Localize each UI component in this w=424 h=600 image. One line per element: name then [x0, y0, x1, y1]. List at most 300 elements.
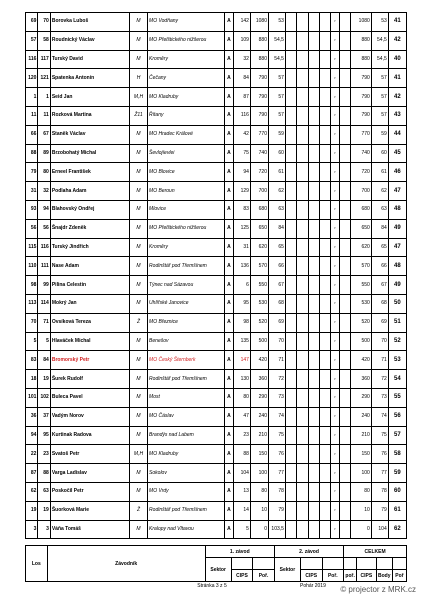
row-sector: A [224, 182, 233, 201]
row-round1-place: 53 [268, 13, 285, 32]
row-name: Roudnický Václav [50, 31, 129, 50]
results-table [25, 12, 407, 539]
row-total-cips: 420 [351, 351, 371, 370]
row-total-cips: 790 [351, 69, 371, 88]
result-row [26, 88, 407, 107]
header-blank-2 [253, 558, 275, 570]
row-round2-points [308, 276, 319, 295]
row-total-pos [340, 426, 351, 445]
row-round2-points [308, 407, 319, 426]
row-total-cips: 500 [351, 332, 371, 351]
row-round2-sector [285, 69, 296, 88]
row-category: M [129, 219, 147, 238]
row-sector: A [224, 426, 233, 445]
row-round1-points: 10 [250, 501, 268, 520]
row-round2-points [308, 219, 319, 238]
row-sector: A [224, 69, 233, 88]
row-lot-right: 116 [38, 238, 50, 257]
row-mark: r [331, 125, 340, 144]
row-total-points: 71 [371, 351, 388, 370]
row-name: Turský David [50, 50, 129, 69]
row-sector: A [224, 501, 233, 520]
row-round2-place [319, 276, 330, 295]
row-category: M [129, 332, 147, 351]
row-club: Sokolov [148, 464, 225, 483]
row-round2-sector [285, 50, 296, 69]
row-category: M [129, 294, 147, 313]
row-total-pos [340, 388, 351, 407]
row-sector: A [224, 388, 233, 407]
row-lot-left: 19 [26, 501, 38, 520]
row-round2-sector [285, 200, 296, 219]
row-round1-cips: 95 [233, 294, 250, 313]
row-round1-points: 530 [250, 294, 268, 313]
header-cips-1: CIPS [231, 570, 253, 582]
row-round2-points [308, 445, 319, 464]
row-round1-place: 54,5 [268, 50, 285, 69]
row-mark: r [331, 332, 340, 351]
row-category: M [129, 482, 147, 501]
row-round1-cips: 5 [233, 520, 250, 539]
row-mark: r [331, 482, 340, 501]
row-lot-left: 57 [26, 31, 38, 50]
row-name: Šurek Rudolf [50, 370, 129, 389]
row-round2-cips [297, 106, 308, 125]
row-name: Staněk Václav [50, 125, 129, 144]
row-round1-place: 65 [268, 238, 285, 257]
row-round2-sector [285, 182, 296, 201]
row-total-points: 68 [371, 294, 388, 313]
row-round2-place [319, 426, 330, 445]
row-club: Kroměry [148, 238, 225, 257]
row-round2-cips [297, 388, 308, 407]
row-mark: r [331, 501, 340, 520]
row-round2-cips [297, 31, 308, 50]
row-category: M [129, 200, 147, 219]
column-header-table [25, 545, 407, 582]
row-mark: r [331, 370, 340, 389]
row-final-place: 40 [388, 50, 406, 69]
result-row [26, 50, 407, 69]
row-total-points: 70 [371, 332, 388, 351]
row-name: Buleca Pavel [50, 388, 129, 407]
row-round1-cips: 80 [233, 388, 250, 407]
row-round2-place [319, 445, 330, 464]
row-lot-left: 69 [26, 13, 38, 32]
row-lot-right: 114 [38, 294, 50, 313]
result-row [26, 445, 407, 464]
row-round2-cips [297, 257, 308, 276]
row-mark: r [331, 182, 340, 201]
result-row [26, 31, 407, 50]
row-total-points: 57 [371, 106, 388, 125]
row-lot-left: 113 [26, 294, 38, 313]
row-name: Erneel František [50, 163, 129, 182]
row-name: Seid Jan [50, 88, 129, 107]
row-mark: r [331, 388, 340, 407]
row-round1-place: 57 [268, 88, 285, 107]
row-mark: r [331, 407, 340, 426]
row-total-cips: 740 [351, 144, 371, 163]
row-total-points: 60 [371, 144, 388, 163]
row-total-cips: 530 [351, 294, 371, 313]
row-mark: r [331, 426, 340, 445]
row-lot-right: 63 [38, 482, 50, 501]
row-total-points: 63 [371, 200, 388, 219]
row-round1-cips: 23 [233, 426, 250, 445]
row-club: MO Kladruby [148, 445, 225, 464]
row-lot-left: 18 [26, 370, 38, 389]
row-sector: A [224, 276, 233, 295]
row-lot-right: 1 [38, 88, 50, 107]
row-round2-place [319, 182, 330, 201]
row-name: Šnajdr Zdeněk [50, 219, 129, 238]
row-round1-points: 700 [250, 182, 268, 201]
row-round1-place: 79 [268, 501, 285, 520]
row-category: M,H [129, 445, 147, 464]
row-lot-right: 5 [38, 332, 50, 351]
row-round1-points: 420 [250, 351, 268, 370]
row-lot-left: 115 [26, 238, 38, 257]
row-sector: A [224, 200, 233, 219]
row-club: Rodinštář pod Třemšínem [148, 501, 225, 520]
row-total-cips: 700 [351, 182, 371, 201]
row-mark: r [331, 13, 340, 32]
row-club: Uhlířské Janovice [148, 294, 225, 313]
row-club: Mlovice [148, 200, 225, 219]
row-total-cips: 100 [351, 464, 371, 483]
header-blank-7 [376, 558, 392, 570]
row-lot-left: 79 [26, 163, 38, 182]
row-final-place: 57 [388, 426, 406, 445]
row-round1-cips: 13 [233, 482, 250, 501]
row-name: Nase Adam [50, 257, 129, 276]
row-lot-right: 11 [38, 106, 50, 125]
header-zavodnik: Závodník [47, 546, 205, 582]
row-total-pos [340, 69, 351, 88]
row-round1-place: 78 [268, 482, 285, 501]
header-celkem: CELKEM [344, 546, 407, 558]
row-lot-left: 101 [26, 388, 38, 407]
row-round1-place: 74 [268, 407, 285, 426]
row-round2-points [308, 144, 319, 163]
row-mark: r [331, 313, 340, 332]
row-lot-right: 70 [38, 13, 50, 32]
row-lot-left: 94 [26, 426, 38, 445]
row-round2-cips [297, 219, 308, 238]
row-lot-left: 120 [26, 69, 38, 88]
row-total-points: 76 [371, 445, 388, 464]
row-total-pos [340, 163, 351, 182]
row-lot-left: 62 [26, 482, 38, 501]
row-lot-left: 11 [26, 106, 38, 125]
row-round2-place [319, 501, 330, 520]
row-club: MO Čáslav [148, 407, 225, 426]
row-round2-place [319, 200, 330, 219]
result-row [26, 257, 407, 276]
row-round1-points: 770 [250, 125, 268, 144]
row-round1-points: 520 [250, 313, 268, 332]
row-name: Svatoš Petr [50, 445, 129, 464]
row-round1-place: 63 [268, 200, 285, 219]
row-lot-left: 98 [26, 276, 38, 295]
row-total-cips: 240 [351, 407, 371, 426]
row-round1-points: 210 [250, 426, 268, 445]
row-round1-points: 680 [250, 200, 268, 219]
row-lot-right: 88 [38, 464, 50, 483]
row-category: M [129, 351, 147, 370]
result-row [26, 182, 407, 201]
row-sector: A [224, 106, 233, 125]
row-total-pos [340, 31, 351, 50]
row-round2-points [308, 257, 319, 276]
row-round2-sector [285, 13, 296, 32]
row-club: Rodinštář pod Třemšínem [148, 370, 225, 389]
row-name: Rozková Martina [50, 106, 129, 125]
page-number: Stránka 3 z 5 [197, 583, 227, 589]
row-round2-sector [285, 351, 296, 370]
row-category: M [129, 13, 147, 32]
row-round2-sector [285, 276, 296, 295]
row-lot-left: 70 [26, 313, 38, 332]
row-total-cips: 360 [351, 370, 371, 389]
result-row [26, 276, 407, 295]
row-sector: A [224, 50, 233, 69]
row-round2-points [308, 294, 319, 313]
row-total-points: 79 [371, 501, 388, 520]
header-sektor-1: Sektor [205, 558, 231, 582]
row-category: M [129, 464, 147, 483]
row-total-pos [340, 407, 351, 426]
header-por-2: Poř. [322, 570, 344, 582]
row-round2-sector [285, 520, 296, 539]
row-sector: A [224, 332, 233, 351]
row-total-pos [340, 332, 351, 351]
row-total-cips: 720 [351, 163, 371, 182]
row-round1-points: 550 [250, 276, 268, 295]
row-round1-points: 0 [250, 520, 268, 539]
row-round1-place: 71 [268, 351, 285, 370]
row-round2-place [319, 238, 330, 257]
row-total-pos [340, 445, 351, 464]
row-round2-cips [297, 69, 308, 88]
row-lot-right: 117 [38, 50, 50, 69]
row-category: M [129, 182, 147, 201]
row-final-place: 51 [388, 313, 406, 332]
row-round1-cips: 104 [233, 464, 250, 483]
row-final-place: 43 [388, 106, 406, 125]
row-final-place: 54 [388, 370, 406, 389]
row-round2-cips [297, 445, 308, 464]
row-round1-cips: 125 [233, 219, 250, 238]
row-round2-sector [285, 163, 296, 182]
row-round2-points [308, 351, 319, 370]
result-row [26, 313, 407, 332]
row-total-pos [340, 50, 351, 69]
row-round2-points [308, 13, 319, 32]
header-round2: 2. závod [274, 546, 343, 558]
row-round1-place: 76 [268, 445, 285, 464]
row-round1-place: 66 [268, 257, 285, 276]
row-lot-right: 37 [38, 407, 50, 426]
row-round1-cips: 32 [233, 50, 250, 69]
row-round2-points [308, 313, 319, 332]
row-total-points: 74 [371, 407, 388, 426]
row-category: M [129, 125, 147, 144]
row-name: Váňa Tomáš [50, 520, 129, 539]
row-total-cips: 520 [351, 313, 371, 332]
result-row [26, 144, 407, 163]
row-name: Ovsíková Tereza [50, 313, 129, 332]
row-total-pos [340, 182, 351, 201]
row-name: Blahovský Ondřej [50, 200, 129, 219]
row-sector: A [224, 238, 233, 257]
row-round2-place [319, 351, 330, 370]
row-category: M [129, 50, 147, 69]
row-final-place: 58 [388, 445, 406, 464]
row-round2-place [319, 125, 330, 144]
row-round2-sector [285, 445, 296, 464]
row-round1-points: 720 [250, 163, 268, 182]
row-round2-place [319, 407, 330, 426]
row-final-place: 42 [388, 88, 406, 107]
row-name: Vadým Norov [50, 407, 129, 426]
row-category: M [129, 31, 147, 50]
row-round2-place [319, 313, 330, 332]
result-row [26, 351, 407, 370]
row-round1-points: 880 [250, 50, 268, 69]
row-round2-sector [285, 501, 296, 520]
row-mark: r [331, 163, 340, 182]
row-total-cips: 650 [351, 219, 371, 238]
row-total-pos [340, 200, 351, 219]
row-round1-cips: 75 [233, 144, 250, 163]
header-pos-total: poř. [344, 570, 357, 582]
row-category: M [129, 257, 147, 276]
row-round2-sector [285, 482, 296, 501]
row-club: MO Kladruby [148, 88, 225, 107]
row-round1-place: 57 [268, 69, 285, 88]
footer-cup-name: Pohár 2019 [300, 583, 326, 589]
row-round2-cips [297, 125, 308, 144]
result-row [26, 106, 407, 125]
row-round2-place [319, 13, 330, 32]
row-final-place: 48 [388, 200, 406, 219]
row-total-cips: 620 [351, 238, 371, 257]
row-round1-points: 880 [250, 31, 268, 50]
row-total-pos [340, 106, 351, 125]
row-name: Kurtinak Radova [50, 426, 129, 445]
result-row [26, 482, 407, 501]
row-mark: r [331, 445, 340, 464]
row-sector: A [224, 351, 233, 370]
row-round1-points: 360 [250, 370, 268, 389]
row-round2-sector [285, 219, 296, 238]
row-round1-place: 103,5 [268, 520, 285, 539]
row-lot-right: 19 [38, 501, 50, 520]
row-total-cips: 570 [351, 257, 371, 276]
row-final-place: 41 [388, 13, 406, 32]
row-round2-cips [297, 50, 308, 69]
row-round2-sector [285, 407, 296, 426]
row-category: Ž [129, 313, 147, 332]
row-mark: r [331, 464, 340, 483]
row-total-pos [340, 520, 351, 539]
row-club: MO Březnice [148, 313, 225, 332]
row-lot-right: 3 [38, 520, 50, 539]
header-blank-6 [357, 558, 376, 570]
row-round1-place: 70 [268, 332, 285, 351]
row-lot-right: 102 [38, 388, 50, 407]
row-category: M [129, 407, 147, 426]
row-round1-place: 72 [268, 370, 285, 389]
row-round1-place: 57 [268, 106, 285, 125]
row-lot-left: 56 [26, 219, 38, 238]
row-round2-points [308, 69, 319, 88]
row-round1-points: 240 [250, 407, 268, 426]
row-total-pos [340, 351, 351, 370]
row-total-pos [340, 482, 351, 501]
row-round2-place [319, 370, 330, 389]
row-mark: r [331, 238, 340, 257]
row-round2-sector [285, 88, 296, 107]
row-round2-sector [285, 257, 296, 276]
row-round2-points [308, 106, 319, 125]
row-round2-points [308, 464, 319, 483]
row-total-cips: 680 [351, 200, 371, 219]
row-category: Ž11 [129, 106, 147, 125]
row-mark: r [331, 200, 340, 219]
row-round2-points [308, 31, 319, 50]
row-round2-cips [297, 313, 308, 332]
result-row [26, 13, 407, 32]
row-round1-place: 67 [268, 276, 285, 295]
row-total-points: 78 [371, 482, 388, 501]
row-club: Most [148, 388, 225, 407]
row-total-pos [340, 125, 351, 144]
row-round2-cips [297, 144, 308, 163]
row-round1-cips: 98 [233, 313, 250, 332]
row-final-place: 45 [388, 144, 406, 163]
row-total-pos [340, 276, 351, 295]
row-total-points: 77 [371, 464, 388, 483]
result-row [26, 125, 407, 144]
row-final-place: 53 [388, 351, 406, 370]
row-lot-right: 94 [38, 200, 50, 219]
result-row [26, 219, 407, 238]
row-sector: A [224, 31, 233, 50]
row-sector: A [224, 88, 233, 107]
row-round1-cips: 88 [233, 445, 250, 464]
row-lot-right: 80 [38, 163, 50, 182]
row-lot-left: 116 [26, 50, 38, 69]
row-sector: A [224, 520, 233, 539]
row-total-cips: 290 [351, 388, 371, 407]
row-total-cips: 80 [351, 482, 371, 501]
row-lot-left: 1 [26, 88, 38, 107]
row-round2-place [319, 332, 330, 351]
row-club: MO Přelštického nížšerou [148, 31, 225, 50]
row-lot-right: 58 [38, 31, 50, 50]
row-name: Pilina Celestin [50, 276, 129, 295]
header-cips-total: CIPS [357, 570, 376, 582]
row-total-cips: 770 [351, 125, 371, 144]
row-final-place: 62 [388, 520, 406, 539]
row-round1-cips: 87 [233, 88, 250, 107]
row-round1-points: 790 [250, 69, 268, 88]
row-total-pos [340, 501, 351, 520]
row-total-pos [340, 370, 351, 389]
